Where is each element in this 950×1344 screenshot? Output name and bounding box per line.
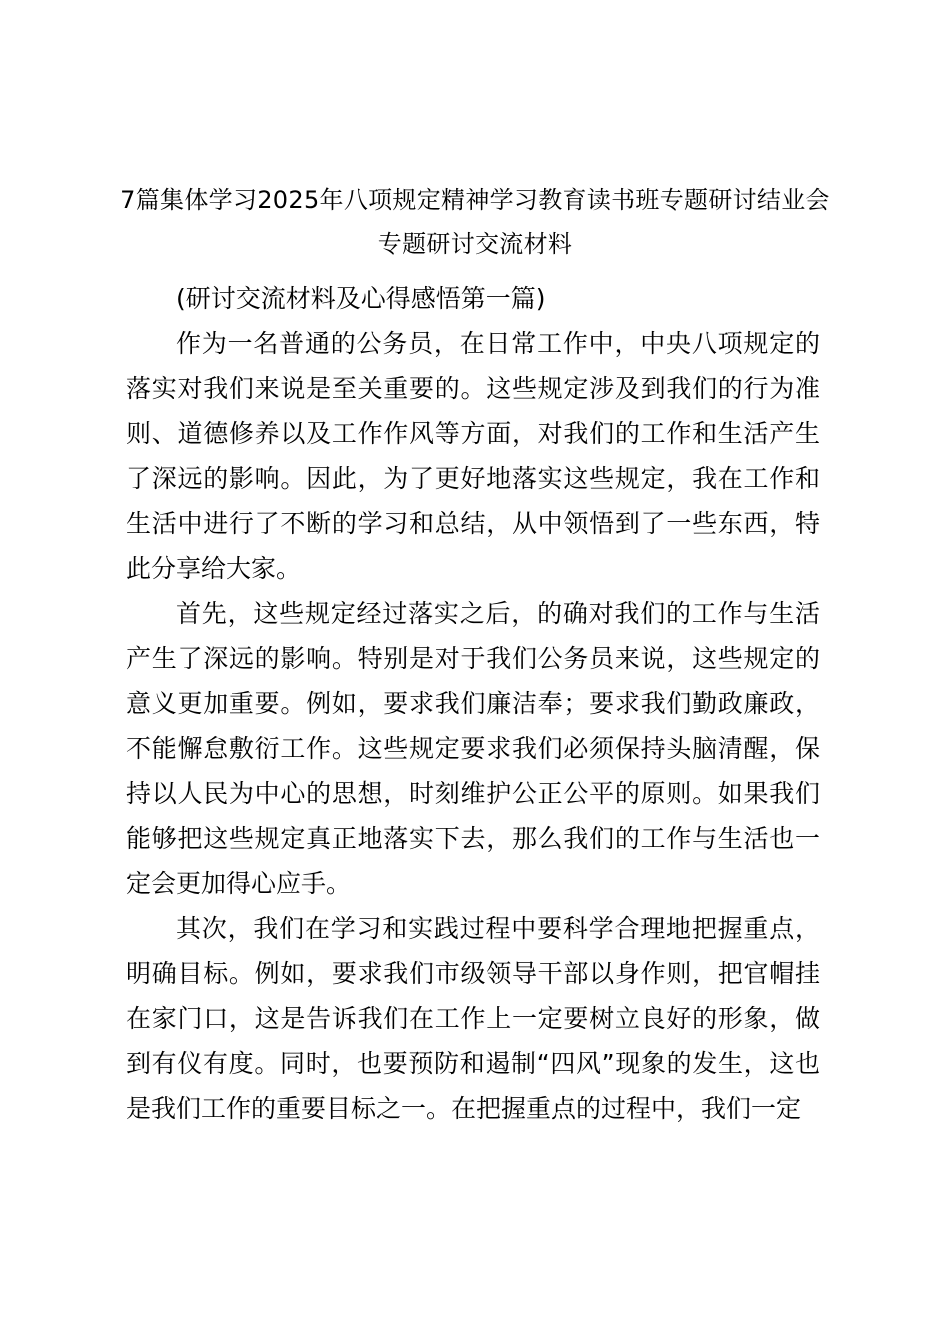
document-title: 7篇集体学习2025年八项规定精神学习教育读书班专题研讨结业会专题研讨交流材料 — [120, 186, 830, 258]
paragraph-1: 作为一名普通的公务员，在日常工作中，中央八项规定的落实对我们来说是至关重要的。这些规定涉及到我们的行为准则、道德修养以及工作作风等方面，对我们的工作和生活产生了深远的影响。因此，为了更好地落实这些规定，我在工作和生活中进行了不断的学习和总结，从中领悟到了一些东西，特此分享给大家。 — [126, 329, 820, 583]
document-body — [126, 276, 820, 1131]
paragraph-3: 其次，我们在学习和实践过程中要科学合理地把握重点，明确目标。例如，要求我们市级领导干部以身作则，把官帽挂在家门口，这是告诉我们在工作上一定要树立良好的形象，做到有仪有度。同时，也要预防和遏制“四风”现象的发生，这也是我们工作的重要目标之一。在把握重点的过程中，我们一定 — [126, 914, 820, 1123]
paragraph-2: 首先，这些规定经过落实之后，的确对我们的工作与生活产生了深远的影响。特别是对于我们公务员来说，这些规定的意义更加重要。例如，要求我们廉洁奉；要求我们勤政廉政，不能懈怠敷衍工作。这些规定要求我们必须保持头脑清醒，保持以人民为中心的思想，时刻维护公正公平的原则。如果我们能够把这些规定真正地落实下去，那么我们的工作与生活也一定会更加得心应手。 — [126, 599, 820, 898]
document-subtitle: (研讨交流材料及心得感悟第一篇) — [176, 284, 546, 313]
